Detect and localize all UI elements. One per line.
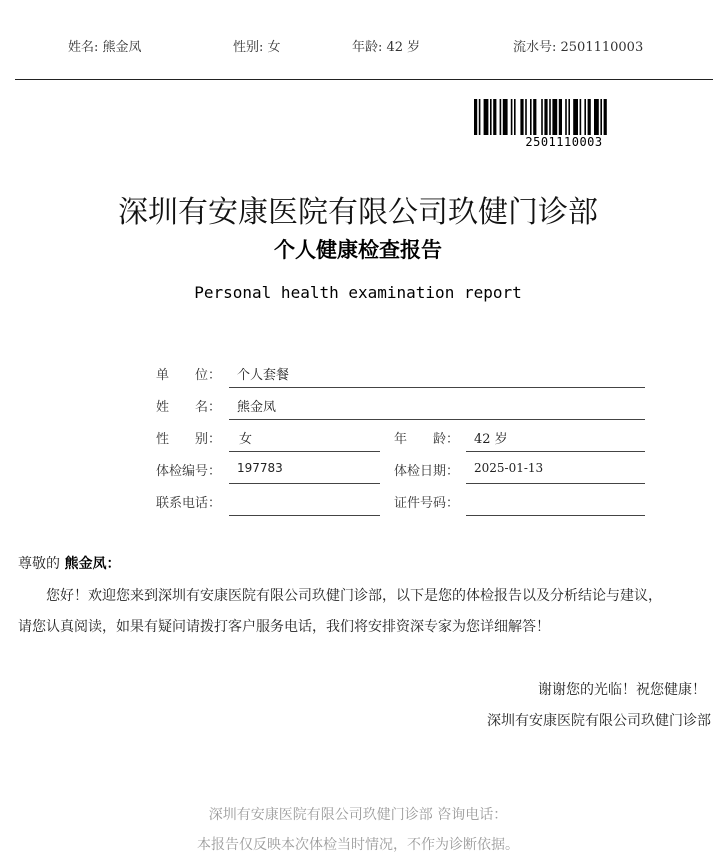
thanks-text: 谢谢您的光临！祝您健康！: [538, 682, 706, 698]
unit-label: 单 位：: [156, 368, 222, 383]
footer-contact: 深圳有安康医院有限公司玖健门诊部 咨询电话：: [208, 807, 508, 823]
signature-text: 深圳有安康医院有限公司玖健门诊部: [487, 713, 711, 729]
header-serial: 流水号: 2501110003: [513, 40, 644, 55]
id-number-underline: [466, 515, 645, 516]
report-title-english: Personal health examination report: [194, 283, 522, 302]
greeting-name: 熊金凤：: [64, 556, 121, 572]
unit-value: 个人套餐: [237, 368, 290, 383]
exam-date-underline: [466, 483, 645, 484]
age-label: 年 龄：: [394, 432, 460, 447]
greeting-prefix: 尊敬的: [18, 556, 60, 572]
exam-number-label: 体检编号：: [156, 464, 222, 479]
exam-number-underline: [229, 483, 380, 484]
organization-title: 深圳有安康医院有限公司玖健门诊部: [118, 195, 598, 230]
phone-label: 联系电话：: [156, 496, 222, 511]
barcode-number: 2501110003: [525, 135, 603, 149]
name-label: 姓 名：: [156, 400, 222, 415]
exam-date-value: 2025-01-13: [474, 461, 544, 475]
gender-value: 女: [239, 432, 253, 447]
report-title: 个人健康检查报告: [274, 238, 442, 262]
header-divider: [15, 79, 713, 80]
id-number-label: 证件号码：: [394, 496, 460, 511]
letter-line-1: 您好！欢迎您来到深圳有安康医院有限公司玖健门诊部，以下是您的体检报告以及分析结论与建议，: [46, 588, 662, 604]
name-value: 熊金凤: [237, 400, 277, 415]
letter-line-2: 请您认真阅读，如果有疑问请拨打客户服务电话，我们将安排资深专家为您详细解答！: [18, 619, 550, 635]
header-name: 姓名: 熊金凤: [68, 40, 142, 55]
age-underline: [466, 451, 645, 452]
gender-underline: [229, 451, 380, 452]
header-gender: 性别: 女: [233, 40, 281, 55]
barcode-image: [474, 99, 656, 135]
exam-date-label: 体检日期：: [394, 464, 460, 479]
footer-disclaimer: 本报告仅反映本次体检当时情况，不作为诊断依据。: [197, 837, 519, 853]
age-value: 42 岁: [474, 432, 508, 447]
header-age: 年龄: 42 岁: [352, 40, 421, 55]
exam-number-value: 197783: [237, 461, 283, 475]
unit-underline: [229, 387, 645, 388]
name-underline: [229, 419, 645, 420]
greeting: [18, 553, 120, 573]
phone-underline: [229, 515, 380, 516]
gender-label: 性 别：: [156, 432, 222, 447]
